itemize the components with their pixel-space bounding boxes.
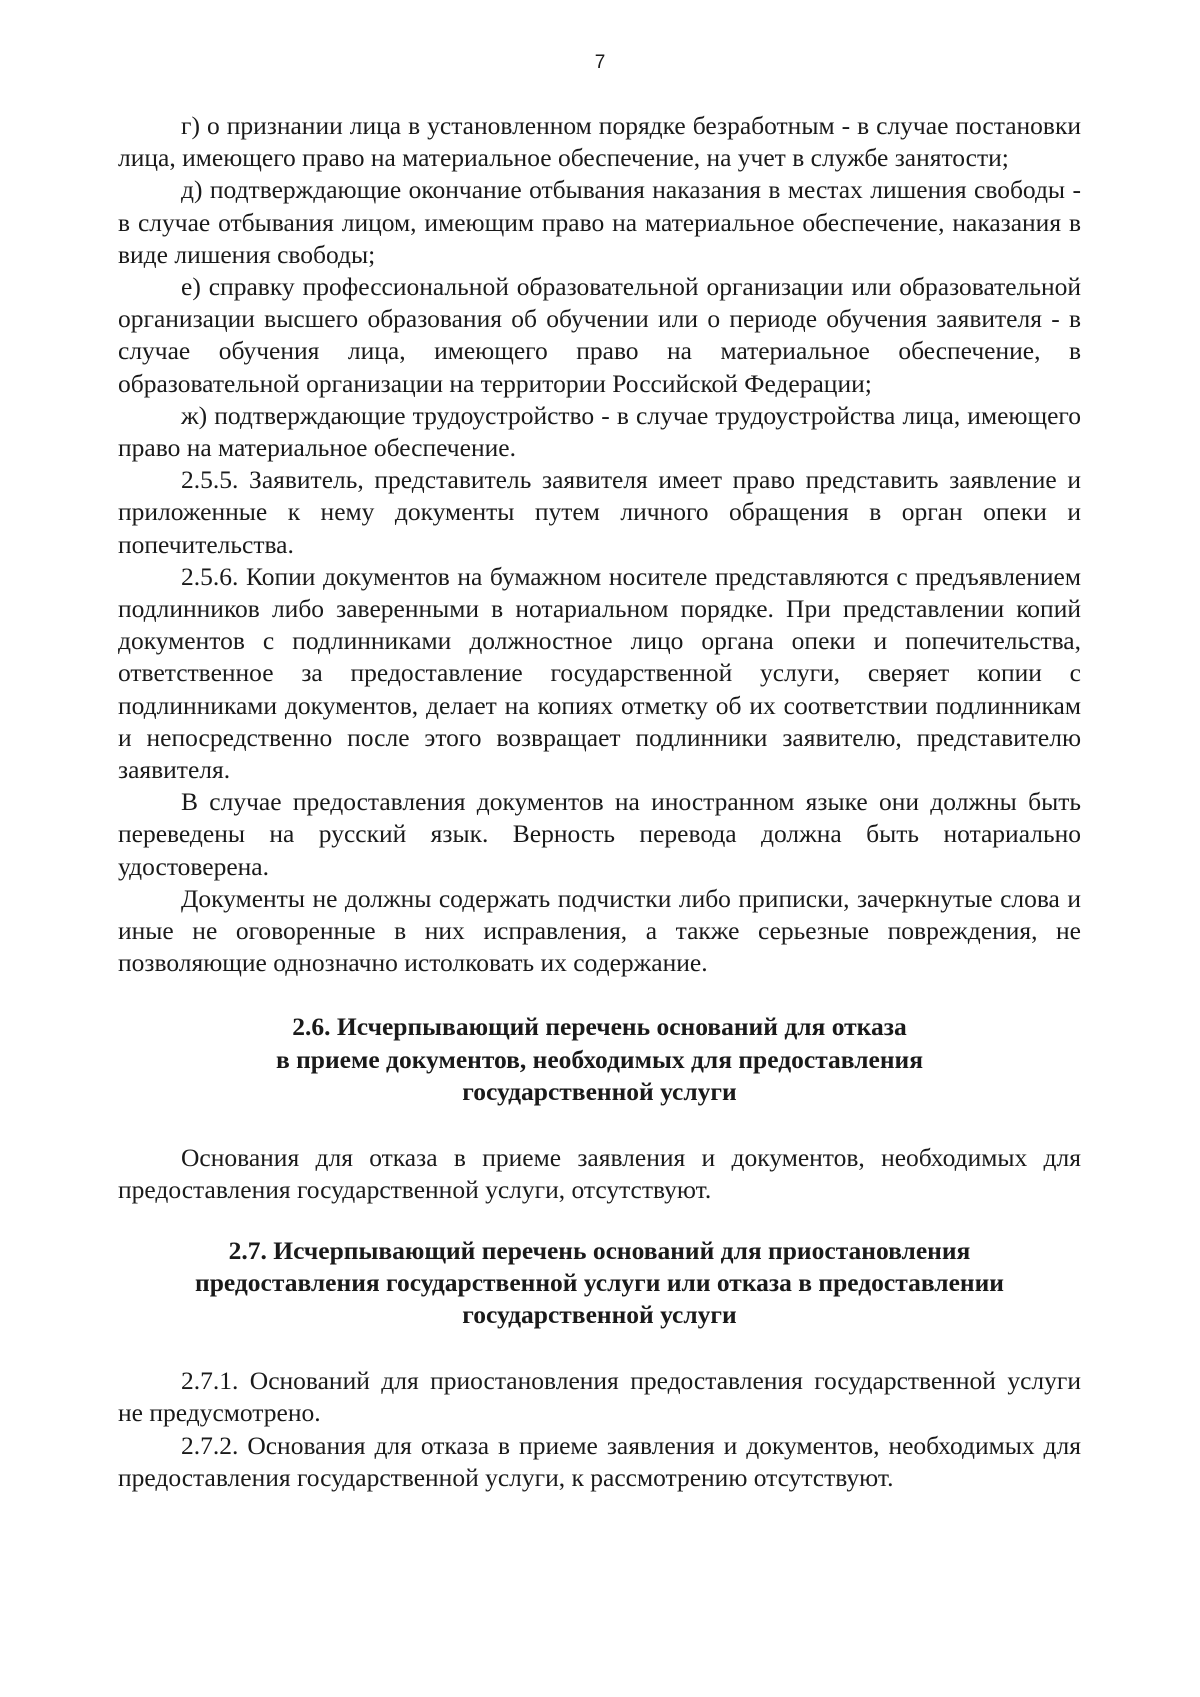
paragraph-item-d: д) подтверждающие окончание отбывания наказания в местах лишения свободы - в случае отбывания лицом, имеющим право на материальное обеспечение, наказания в виде лишения свободы; (118, 175, 1081, 269)
heading-line: государственной услуги (462, 1299, 737, 1329)
spacer (118, 1207, 1081, 1235)
section-2-6-heading (118, 1011, 1081, 1108)
paragraph-2-5-6: 2.5.6. Копии документов на бумажном носителе представляются с предъявлением подлинников либо заверенными в нотариальном порядке. При представлении копий документов с подлинниками должностное лицо органа опеки и попечительства, ответственное за предоставление государственной услуги, сверяет копии с подлинниками документов, делает на копиях отметку об их соответствии подлинникам и непосредственно после этого возвращает подлинники заявителю, представителю заявителя. (118, 561, 1081, 785)
paragraph-document-requirements: Документы не должны содержать подчистки либо приписки, зачеркнутые слова и иные не оговоренные в них исправления, а также серьезные повреждения, не позволяющие однозначно истолковать их содержание. (118, 883, 1081, 978)
paragraph-item-e: е) справку профессиональной образовательной организации или образовательной организации высшего образования об обучении или о периоде обучения заявителя - в случае обучения лица, имеющего право на материальное обеспечение, в образовательной организации на территории Российской Федерации; (118, 272, 1081, 398)
paragraph-2-6-text: Основания для отказа в приеме заявления и документов, необходимых для предоставления государственной услуги, отсутствуют. (118, 1143, 1081, 1205)
heading-line: 2.6. Исчерпывающий перечень оснований для отказа (292, 1012, 907, 1042)
spacer (118, 979, 1081, 1011)
paragraph-item-g: г) о признании лица в установленном порядке безработным - в случае постановки лица, имеющего право на материальное обеспечение, на учет в службе занятости; (118, 111, 1081, 173)
heading-line: 2.7. Исчерпывающий перечень оснований для приостановления (228, 1235, 971, 1265)
paragraph-2-5-5: 2.5.5. Заявитель, представитель заявителя имеет право представить заявление и приложенные к нему документы путем личного обращения в орган опеки и попечительства. (118, 465, 1081, 559)
spacer (118, 1331, 1081, 1365)
spacer (118, 1108, 1081, 1142)
paragraph-2-7-2: 2.7.2. Основания для отказа в приеме заявления и документов, необходимых для предоставления государственной услуги, к рассмотрению отсутствуют. (118, 1430, 1081, 1492)
heading-line: предоставления государственной услуги или отказа в предоставлении (195, 1267, 1004, 1297)
section-2-7-heading (118, 1235, 1081, 1332)
document-body (118, 110, 1081, 1494)
heading-line: государственной услуги (462, 1076, 737, 1106)
heading-line: в приеме документов, необходимых для предоставления (275, 1044, 924, 1074)
page-number: 7 (594, 52, 606, 73)
paragraph-foreign-language: В случае предоставления документов на иностранном языке они должны быть переведены на русский язык. Верность перевода должна быть нотариально удостоверена. (118, 787, 1081, 881)
paragraph-2-7-1: 2.7.1. Оснований для приостановления предоставления государственной услуги не предусмотрено. (118, 1366, 1081, 1428)
paragraph-item-zh: ж) подтверждающие трудоустройство - в случае трудоустройства лица, имеющего право на материальное обеспечение. (118, 400, 1081, 463)
